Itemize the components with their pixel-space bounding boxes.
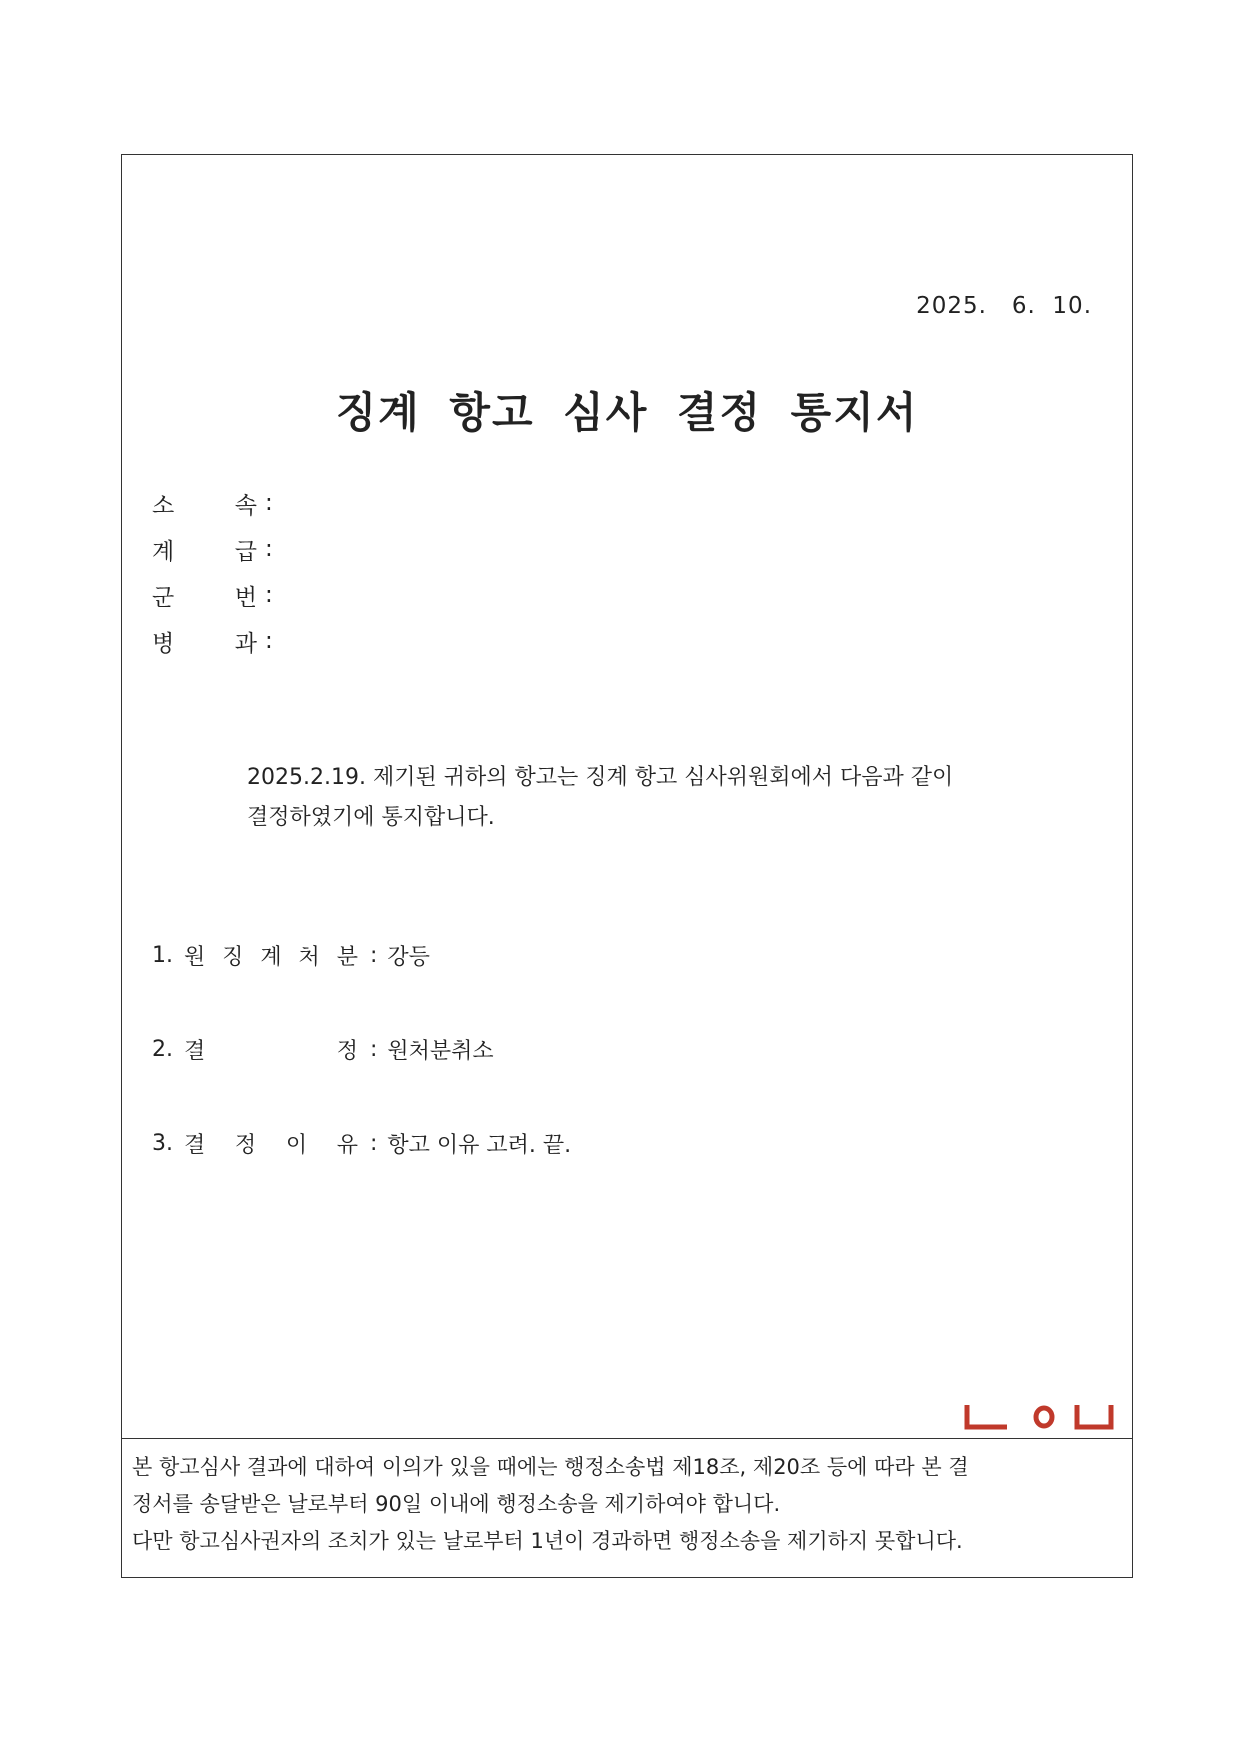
info-label: 소 속 [152,492,257,519]
info-colon: : [265,536,273,562]
item-value: 원처분취소 [387,1038,494,1064]
info-colon: : [265,490,273,516]
info-row-affiliation [152,480,273,526]
item-label: 결 정 이 유 [184,1132,358,1158]
info-label: 병 과 [152,630,257,657]
intro-line-2: 결정하였기에 통지합니다. [247,805,495,830]
notice-line-3: 다만 항고심사권자의 조치가 있는 날로부터 1년이 경과하면 행정소송을 제기하지 못합니다. [132,1529,963,1553]
info-colon: : [265,582,273,608]
notice-line-2: 정서를 송달받은 날로부터 90일 이내에 행정소송을 제기하여야 합니다. [132,1492,781,1516]
document-title: 징계 항고 심사 결정 통지서 [335,388,919,437]
item-decision-reason [152,1123,571,1163]
info-row-branch [152,618,273,664]
info-colon: : [265,628,273,654]
document-frame [121,154,1133,1578]
intro-line-1: 2025.2.19. 제기된 귀하의 항고는 징계 항고 심사위원회에서 다음과 같이 [247,765,954,790]
legal-notice [122,1438,1132,1577]
intro-paragraph [247,758,1047,838]
seal-icon [959,1405,1119,1431]
decision-items [152,935,571,1217]
item-value: 항고 이유 고려. 끝. [387,1132,572,1158]
item-number: 2. [152,1036,173,1062]
info-label: 군 번 [152,584,257,611]
item-number: 3. [152,1130,173,1156]
item-label: 결 정 [184,1038,358,1064]
item-separator: : [370,942,378,968]
item-number: 1. [152,942,173,968]
info-label: 계 급 [152,538,257,565]
item-value: 강등 [387,944,430,970]
notice-line-1: 본 항고심사 결과에 대하여 이의가 있을 때에는 행정소송법 제18조, 제20조 등에 따라 본 결 [132,1455,969,1479]
item-label: 원 징 계 처 분 [184,944,358,970]
item-separator: : [370,1130,378,1156]
info-row-rank [152,526,273,572]
item-decision [152,1029,571,1069]
item-separator: : [370,1036,378,1062]
item-original-disciplinary-action [152,935,571,975]
recipient-info [152,480,273,664]
document-date: 2025. 6. 10. [916,293,1092,319]
official-seal-fragment [959,1405,1119,1431]
info-row-service-number [152,572,273,618]
